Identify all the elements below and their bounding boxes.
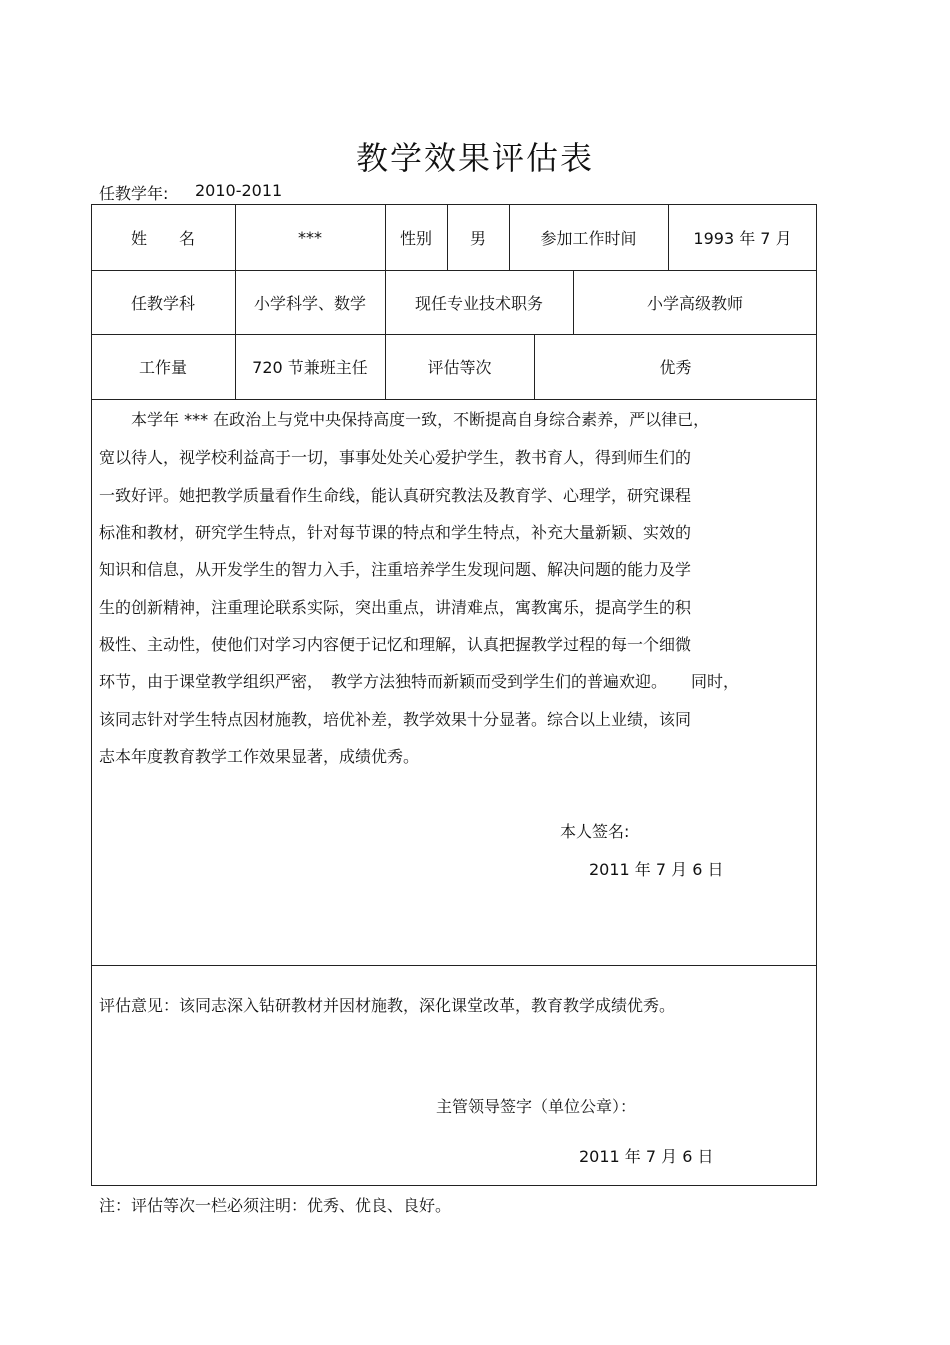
evaluation-opinion: 评估意见：该同志深入钻研教材并因材施教，深化课堂改革，教育教学成绩优秀。 [99, 996, 676, 1015]
summary-line: 志本年度教育教学工作效果显著，成绩优秀。 [99, 747, 420, 766]
summary-line: 标准和教材，研究学生特点，针对每节课的特点和学生特点，补充大量新颖、实效的 [99, 523, 692, 542]
summary-line: 本学年 *** 在政治上与党中央保持高度一致，不断提高自身综合素养，严以律已， [99, 410, 710, 429]
leader-signature-date: 2011 年 7 月 6 日 [579, 1147, 714, 1166]
summary-line: 宽以待人，视学校利益高于一切，事事处处关心爱护学生，教书育人，得到师生们的 [99, 448, 692, 467]
summary-line: 生的创新精神，注重理论联系实际，突出重点，讲清难点，寓教寓乐，提高学生的积 [99, 598, 692, 617]
subject-value: 小学科学、数学 [253, 293, 366, 313]
school-year-label: 任教学年: [99, 184, 169, 203]
work-start-label: 参加工作时间 [540, 228, 637, 248]
summary-line: 一致好评。她把教学质量看作生命线，能认真研究教法及教育学、心理学，研究课程 [99, 486, 692, 505]
page-title: 教学效果评估表 [355, 139, 594, 177]
summary-line: 极性、主动性，使他们对学习内容便于记忆和理解，认真把握教学过程的每一个细微 [99, 635, 692, 654]
summary-line: 知识和信息，从开发学生的智力入手，注重培养学生发现问题、解决问题的能力及学 [99, 560, 692, 579]
footnote: 注：评估等次一栏必须注明：优秀、优良、良好。 [99, 1196, 452, 1215]
leader-signature-label: 主管领导签字（单位公章）： [436, 1097, 637, 1116]
gender-value: 男 [469, 228, 486, 248]
position-value: 小学高级教师 [646, 293, 743, 313]
workload-value: 720 节兼班主任 [252, 358, 368, 377]
self-signature-label: 本人签名: [560, 822, 630, 841]
summary-line: 环节，由于课堂教学组织严密， 教学方法独特而新颖而受到学生们的普遍欢迎。 同时， [99, 672, 740, 691]
grade-label: 评估等次 [427, 358, 492, 377]
name-label: 姓 名 [130, 228, 195, 248]
subject-label: 任教学科 [130, 293, 195, 313]
row-divider [91, 399, 817, 400]
position-label: 现任专业技术职务 [414, 293, 543, 313]
grade-value: 优秀 [659, 358, 692, 377]
row-divider [91, 965, 817, 966]
self-signature-date: 2011 年 7 月 6 日 [589, 860, 724, 879]
summary-line: 该同志针对学生特点因材施教，培优补差，教学效果十分显著。综合以上业绩，该同 [99, 710, 692, 729]
work-start-value: 1993 年 7 月 [693, 228, 792, 248]
gender-label: 性别 [399, 228, 432, 248]
workload-label: 工作量 [138, 358, 187, 377]
school-year-value: 2010-2011 [195, 181, 283, 200]
name-value: *** [298, 227, 322, 247]
